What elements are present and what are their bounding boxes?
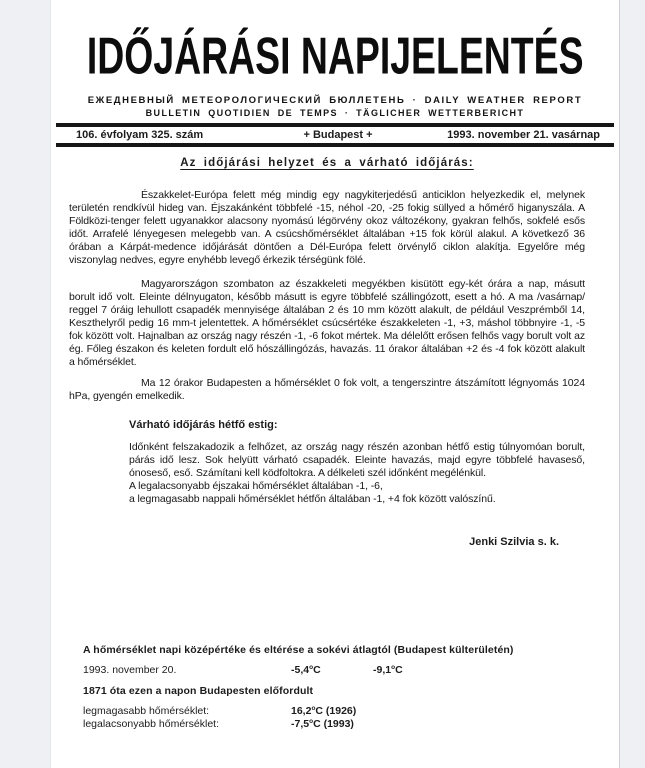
record-high-row xyxy=(83,705,585,717)
bulletin-title: IDŐJÁRÁSI NAPIJELENTÉS xyxy=(86,27,584,86)
scanned-bulletin-page xyxy=(50,0,620,768)
domestic-weather-paragraph: Magyarországon szombaton az északkeleti megyékben kisütött egy-két órára a nap, másutt borult idő volt. Eleinte délnyugaton, később másutt is egyre többfelé szállingózott, esett a hó. A ma /vasárnap/ reggel 7 óráig lehullott csapadék mennyisége általában 2 és 10 mm között alakult, de például Veszprémből 14, Keszthelyről pedig 16 mm-t jelentettek. A hőmérséklet csúcsértéke északkeleten -1, +3, máshol többnyire -1, -5 fok között volt. Hajnalban az ország nagy részén -1, -6 fokot mértek. Ma délelőtt erősen felhős vagy borult volt az ég. Főleg északon és keleten fordult elő hószállingózás, havazás. 11 órakor általában +2 és -4 fok között alakult a hőmérséklet. xyxy=(69,278,585,368)
subtitle-russian-english: ЕЖЕДНЕВНЫЙ МЕТЕОРОЛОГИЧЕСКИЙ БЮЛЛЕТЕНЬ · DAILY WEATHER REPORT xyxy=(87,95,583,106)
subtitle-french-german: BULLETIN QUOTIDIEN DE TEMPS · TÄGLICHER WETTERBERICHT xyxy=(145,108,525,118)
statistics-section xyxy=(83,644,585,730)
mean-temperature-value: -5,4$^o$C xyxy=(291,664,321,676)
forecast-max-temperature-line: a legmagasabb nappali hőmérséklet hétfőn általában -1, +4 fok között valószínű. xyxy=(129,493,496,505)
edition-location: + Budapest + xyxy=(303,129,373,141)
records-heading: 1871 óta ezen a napon Budapesten előfordult xyxy=(83,685,314,697)
masthead xyxy=(51,0,619,118)
forecast-body: Időnként felszakadozik a felhőzet, az ország nagy részén azonban hétfő estig túlnyomóan borult, párás idő lesz. Sok helyütt várható csapadék. Eleinte havazás, majd egyre többfelé havaseső, ónoseső, eső. Számítani kell ködfoltokra. A délkeleti szél időnként megélénkül. xyxy=(129,441,585,479)
report-body xyxy=(51,157,619,730)
signature: Jenki Szilvia s. k. xyxy=(469,536,559,548)
issue-date: 1993. november 21. vasárnap xyxy=(447,129,601,141)
issue-bar xyxy=(56,123,614,147)
synopsis-paragraph: Északkelet-Európa felett még mindig egy nagykiterjedésű anticiklon helyezkedik el, melynek területén rendkívül hideg van. Éjszakánként többfelé -15, néhol -20, -25 fokig süllyed a hőmérő higanyszála. A Földközi-tenger felett ugyanakkor alacsony nyomású légörvény okoz változékony, gyakran felhős, sokfelé esős időt. Arrafelé lényegesen melegebb van. A csúcshőmérséklet általában +15 fok körül alakul. A következő 36 órában a Kárpát-medence időjárását döntően a Dél-Európa felett örvénylő ciklon alakítja. Egyelőre még viszonylag nedves, egyre enyhébb levegő érkezik térségünk fölé. xyxy=(69,189,585,266)
forecast-section xyxy=(129,419,585,506)
section-title: Az időjárási helyzet és a várható időjárás: xyxy=(180,157,474,169)
masthead-title-wrap xyxy=(51,27,619,86)
forecast-min-temperature-line: A legalacsonyabb éjszakai hőmérséklet általában -1, -6, xyxy=(129,480,383,492)
statistics-date: 1993. november 20. xyxy=(83,664,177,676)
bottom-double-rule xyxy=(56,143,614,147)
issue-row xyxy=(56,127,614,143)
daily-mean-row xyxy=(83,664,585,676)
budapest-noon-paragraph: Ma 12 órakor Budapesten a hőmérséklet 0 fok volt, a tengerszintre átszámított légnyomás 1024 hPa, gyengén emelkedik. xyxy=(69,377,585,402)
record-low-label: legalacsonyabb hőmérséklet: xyxy=(83,718,219,730)
statistics-heading: A hőmérséklet napi középértéke és eltérése a sokévi átlagtól (Budapest külterületén) xyxy=(83,644,514,656)
temperature-deviation-value: -9,1$^o$C xyxy=(373,664,403,676)
forecast-heading: Várható időjárás hétfő estig: xyxy=(129,419,278,431)
record-high-label: legmagasabb hőmérséklet: xyxy=(83,705,210,717)
issue-volume-number: 106. évfolyam 325. szám xyxy=(76,129,204,141)
record-high-value: 16,2$^o$C (1926) xyxy=(291,705,357,717)
record-low-value: -7,5$^o$C (1993) xyxy=(291,718,354,730)
record-low-row xyxy=(83,718,585,730)
